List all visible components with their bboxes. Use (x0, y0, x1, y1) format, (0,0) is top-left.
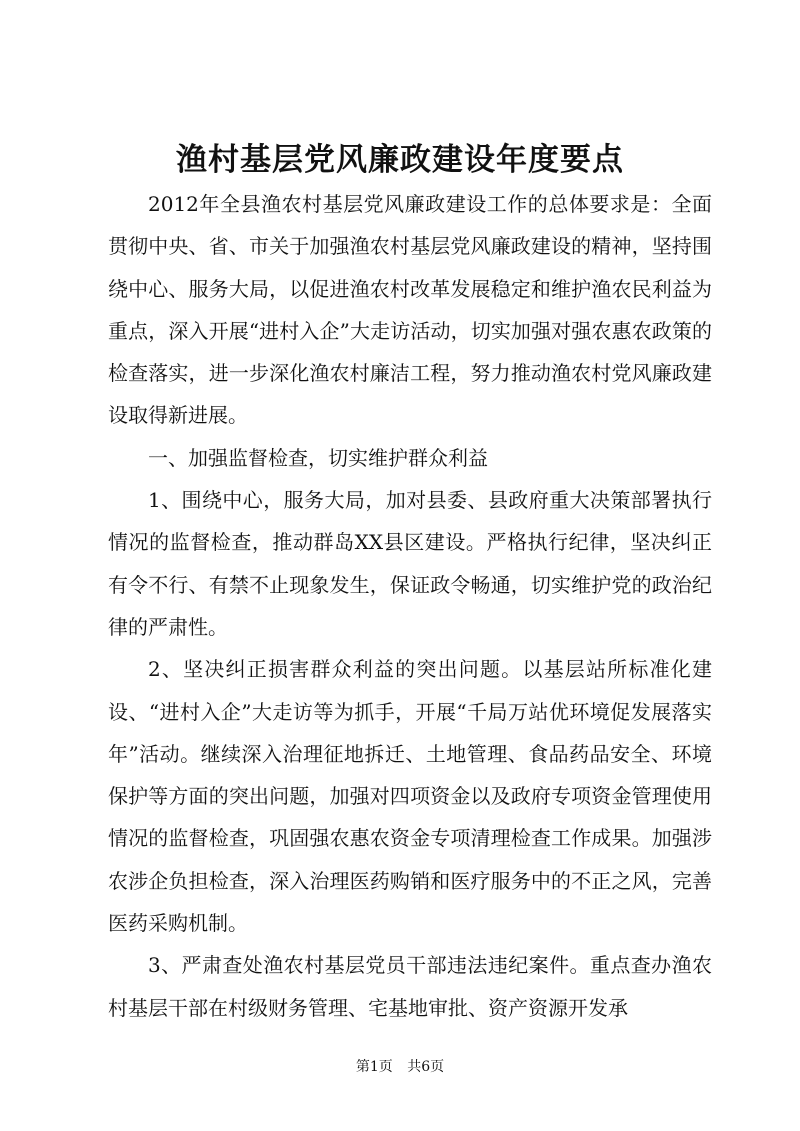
document-body (108, 183, 712, 1029)
item-paragraph-1: 1、围绕中心，服务大局，加对县委、县政府重大决策部署执行情况的监督检查，推动群岛XX县区建设。严格执行纪律，坚决纠正有令不行、有禁不止现象发生，保证政令畅通，切实维护党的政治纪律的严肃性。 (108, 488, 712, 639)
document-title: 渔村基层党风廉政建设年度要点 (176, 142, 624, 178)
section-heading-1: 一、加强监督检查，切实维护群众利益 (148, 445, 488, 470)
page-number: 第1页 (355, 1059, 393, 1075)
page-total: 共6页 (407, 1059, 445, 1075)
page-footer (0, 1057, 800, 1077)
item-paragraph-3: 3、严肃查处渔农村基层党员干部违法违纪案件。重点查办渔农村基层干部在村级财务管理、宅基地审批、资产资源开发承 (108, 953, 712, 1020)
item-paragraph-2: 2、坚决纠正损害群众利益的突出问题。以基层站所标准化建设、“进村入企”大走访等为抓手，开展“千局万站优环境促发展落实年”活动。继续深入治理征地拆迁、土地管理、食品药品安全、环境保护等方面的突出问题，加强对四项资金以及政府专项资金管理使用情况的监督检查，巩固强农惠农资金专项清理检查工作成果。加强涉农涉企负担检查，深入治理医药购销和医疗服务中的不正之风，完善医药采购机制。 (108, 657, 712, 936)
intro-paragraph: 2012年全县渔农村基层党风廉政建设工作的总体要求是：全面贯彻中央、省、市关于加强渔农村基层党风廉政建设的精神，坚持围绕中心、服务大局，以促进渔农村改革发展稳定和维护渔农民利益为重点，深入开展“进村入企”大走访活动，切实加强对强农惠农政策的检查落实，进一步深化渔农村廉洁工程，努力推动渔农村党风廉政建设取得新进展。 (108, 192, 712, 428)
